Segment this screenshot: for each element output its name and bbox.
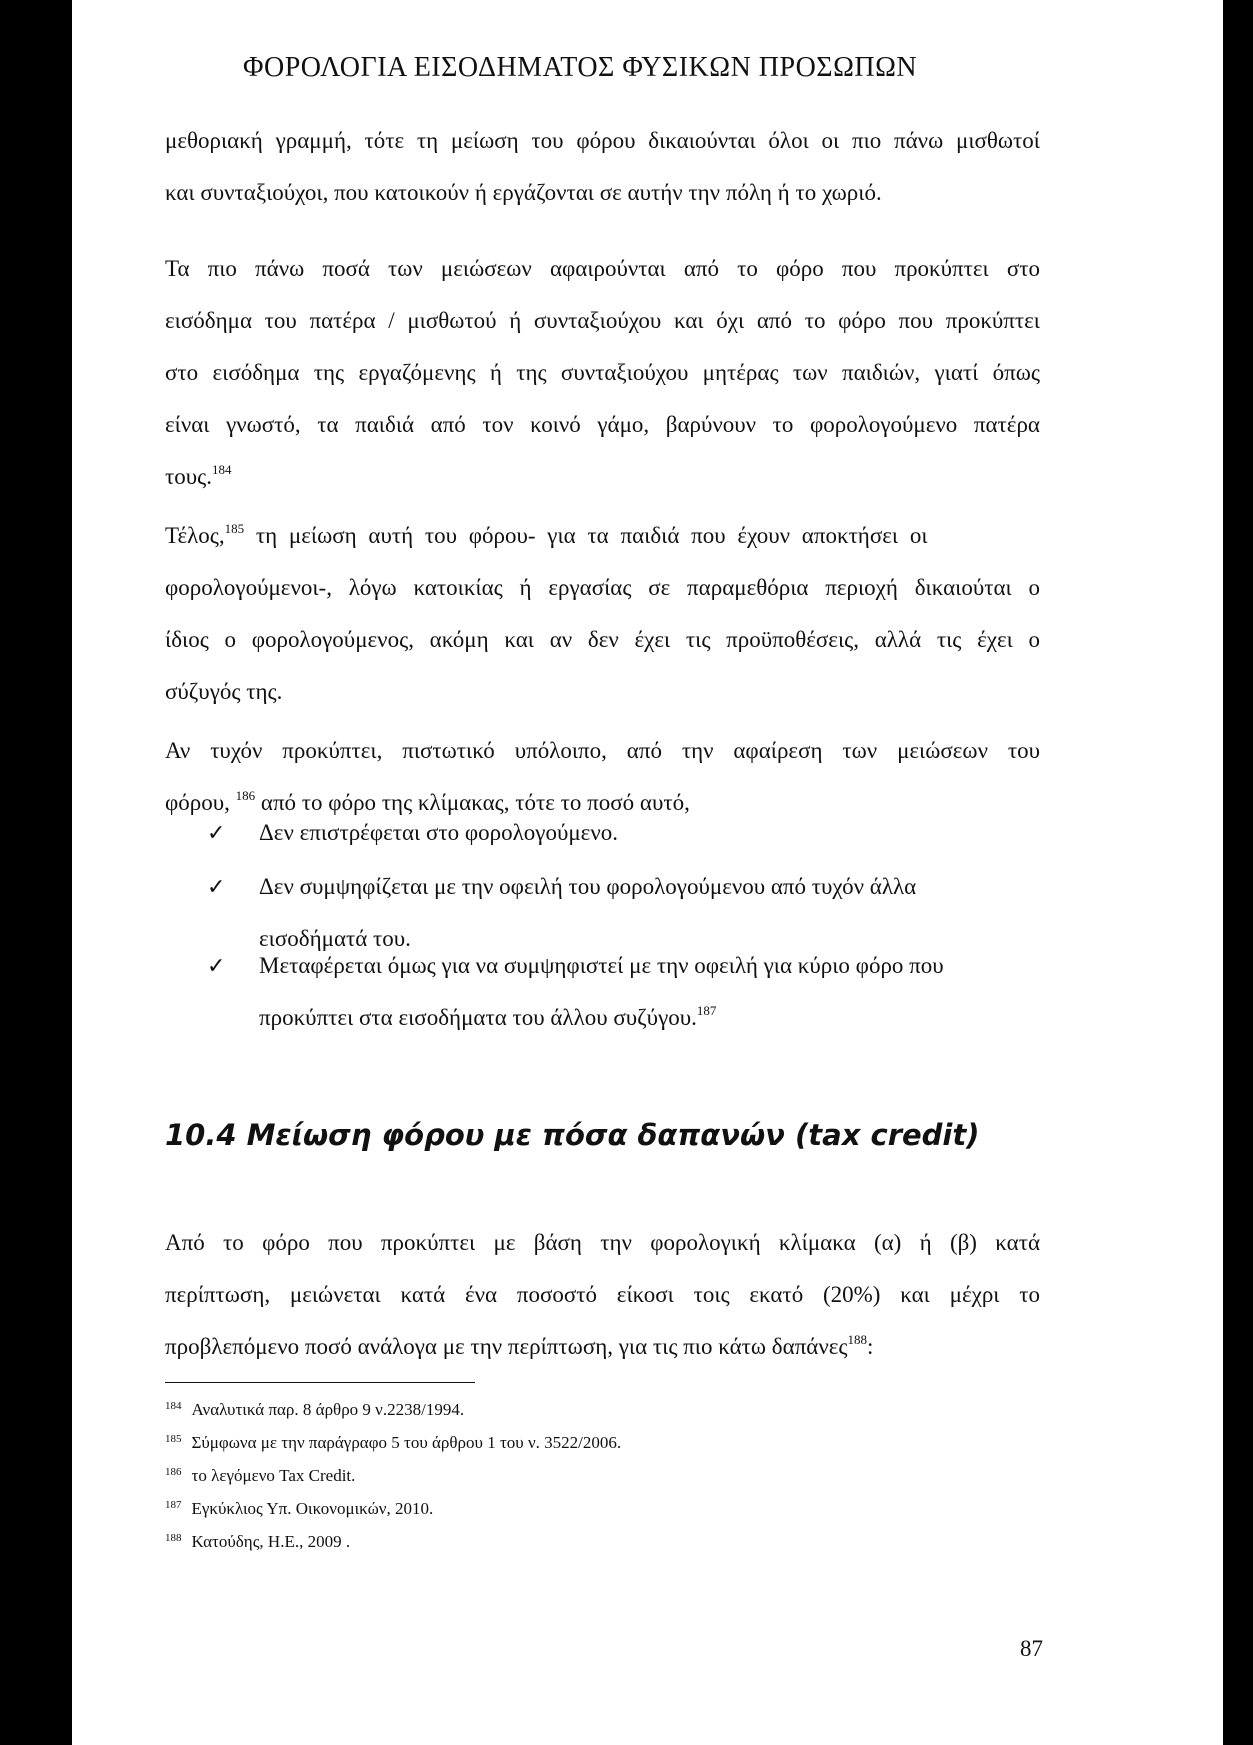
checkmark-icon: ✓ [207,821,226,846]
footnote-number: 187 [165,1499,182,1511]
text-line: εισόδημα του πατέρα / μισθωτού ή συνταξιούχου και όχι από το φόρο που προκύπτει [165,308,1040,333]
text-line: περίπτωση, μειώνεται κατά ένα ποσοστό είκοσι τοις εκατό (20%) και μέχρι το [165,1282,1040,1307]
scan-edge-right [1223,0,1253,1745]
footnote [165,1393,621,1426]
text-line [207,861,1040,913]
text-line: Από το φόρο που προκύπτει με βάση την φορολογική κλίμακα (α) ή (β) κατά [165,1230,1040,1255]
checklist-item [207,940,1040,1044]
text-line: ίδιος ο φορολογούμενος, ακόμη και αν δεν έχει τις προϋποθέσεις, αλλά τις έχει ο [165,627,1040,652]
checklist-item-text: Δεν επιστρέφεται στο φορολογούμενο. [259,820,618,845]
paragraph-tax-credit [165,1217,1040,1373]
footnote-ref-186[interactable]: 186 [235,788,256,803]
footnote-number: 186 [165,1466,182,1478]
text-line: Τα πιο πάνω ποσά των μειώσεων αφαιρούνται από το φόρο που προκύπτει στο [165,256,1040,281]
checklist-item [207,807,1040,859]
text-fragment: : [867,1334,874,1359]
paragraph-finally [165,510,1040,718]
text-fragment: τη μείωση αυτή του φόρου- για τα παιδιά που έχουν αποκτήσει οι [255,523,928,548]
footnote-number: 185 [165,1433,182,1445]
text-line [165,510,1040,562]
footnote-ref-184[interactable]: 184 [212,462,232,477]
text-fragment: φόρου, [165,790,230,815]
footnote [165,1459,621,1492]
section-heading: 10.4 Μείωση φόρου με πόσα δαπανών (tax credit) [165,1118,980,1152]
footnote-number: 184 [165,1400,182,1412]
checklist-item-text: Δεν συμψηφίζεται με την οφειλή του φορολογούμενου από τυχόν άλλα [259,874,917,899]
footnote-text: Αναλυτικά παρ. 8 άρθρο 9 ν.2238/1994. [191,1400,465,1419]
text-line [207,807,1040,859]
paragraph-continuation [165,115,1040,219]
footnote [165,1525,621,1558]
footnote [165,1492,621,1525]
paragraph-tax-deduction-father [165,243,1040,503]
text-line [165,451,1040,503]
footnote-text: Εγκύκλιος Υπ. Οικονομικών, 2010. [191,1499,434,1518]
text-fragment: προβλεπόμενο ποσό ανάλογα με την περίπτωση, για τις πιο κάτω δαπάνες [165,1334,848,1359]
scan-edge-left [0,0,72,1745]
checkmark-icon: ✓ [207,954,226,979]
text-line: εισοδήματά του. [259,926,411,951]
footnote-ref-185[interactable]: 185 [224,521,245,536]
text-line: είναι γνωστό, τα παιδιά από τον κοινό γάμο, βαρύνουν το φορολογούμενο πατέρα [165,412,1040,437]
text-line: φορολογούμενοι-, λόγω κατοικίας ή εργασίας σε παραμεθόρια περιοχή δικαιούται ο [165,575,1040,600]
text-line: και συνταξιούχοι, που κατοικούν ή εργάζονται σε αυτήν την πόλη ή το χωριό. [165,180,882,205]
footnote-separator [165,1382,475,1383]
checkmark-icon: ✓ [207,875,226,900]
text-line [165,1321,1040,1373]
footnote-ref-188[interactable]: 188 [847,1332,868,1347]
text-line: μεθοριακή γραμμή, τότε τη μείωση του φόρου δικαιούνται όλοι οι πιο πάνω μισθωτοί [165,128,1040,153]
text-line [207,992,1040,1044]
footnote-ref-187[interactable]: 187 [696,1003,717,1018]
running-header: ΦΟΡΟΛΟΓΙΑ ΕΙΣΟΔΗΜΑΤΟΣ ΦΥΣΙΚΩΝ ΠΡΟΣΩΠΩΝ [243,52,918,83]
footnote-number: 188 [165,1532,182,1544]
footnote-text: το λεγόμενο Tax Credit. [191,1466,356,1485]
text-line [207,940,1040,992]
footnote-text: Κατούδης, Η.Ε., 2009 . [191,1532,351,1551]
footnotes [165,1393,621,1558]
checklist-item-text: Μεταφέρεται όμως για να συμψηφιστεί με την οφειλή για κύριο φόρο που [259,953,944,978]
text-fragment: προκύπτει στα εισοδήματα του άλλου συζύγου. [259,1005,697,1030]
text-line: σύζυγός της. [165,679,283,704]
text-fragment: Τέλος, [165,523,225,548]
footnote [165,1426,621,1459]
text-fragment: από το φόρο της κλίμακας, τότε το ποσό αυτό, [260,790,690,815]
page-number: 87 [1020,1636,1043,1661]
footnote-text: Σύμφωνα με την παράγραφο 5 του άρθρου 1 του ν. 3522/2006. [191,1433,622,1452]
text-fragment: τους. [165,464,212,489]
text-line: Αν τυχόν προκύπτει, πιστωτικό υπόλοιπο, από την αφαίρεση των μειώσεων του [165,738,1040,763]
text-line: στο εισόδημα της εργαζόμενης ή της συνταξιούχου μητέρας των παιδιών, γιατί όπως [165,360,1040,385]
